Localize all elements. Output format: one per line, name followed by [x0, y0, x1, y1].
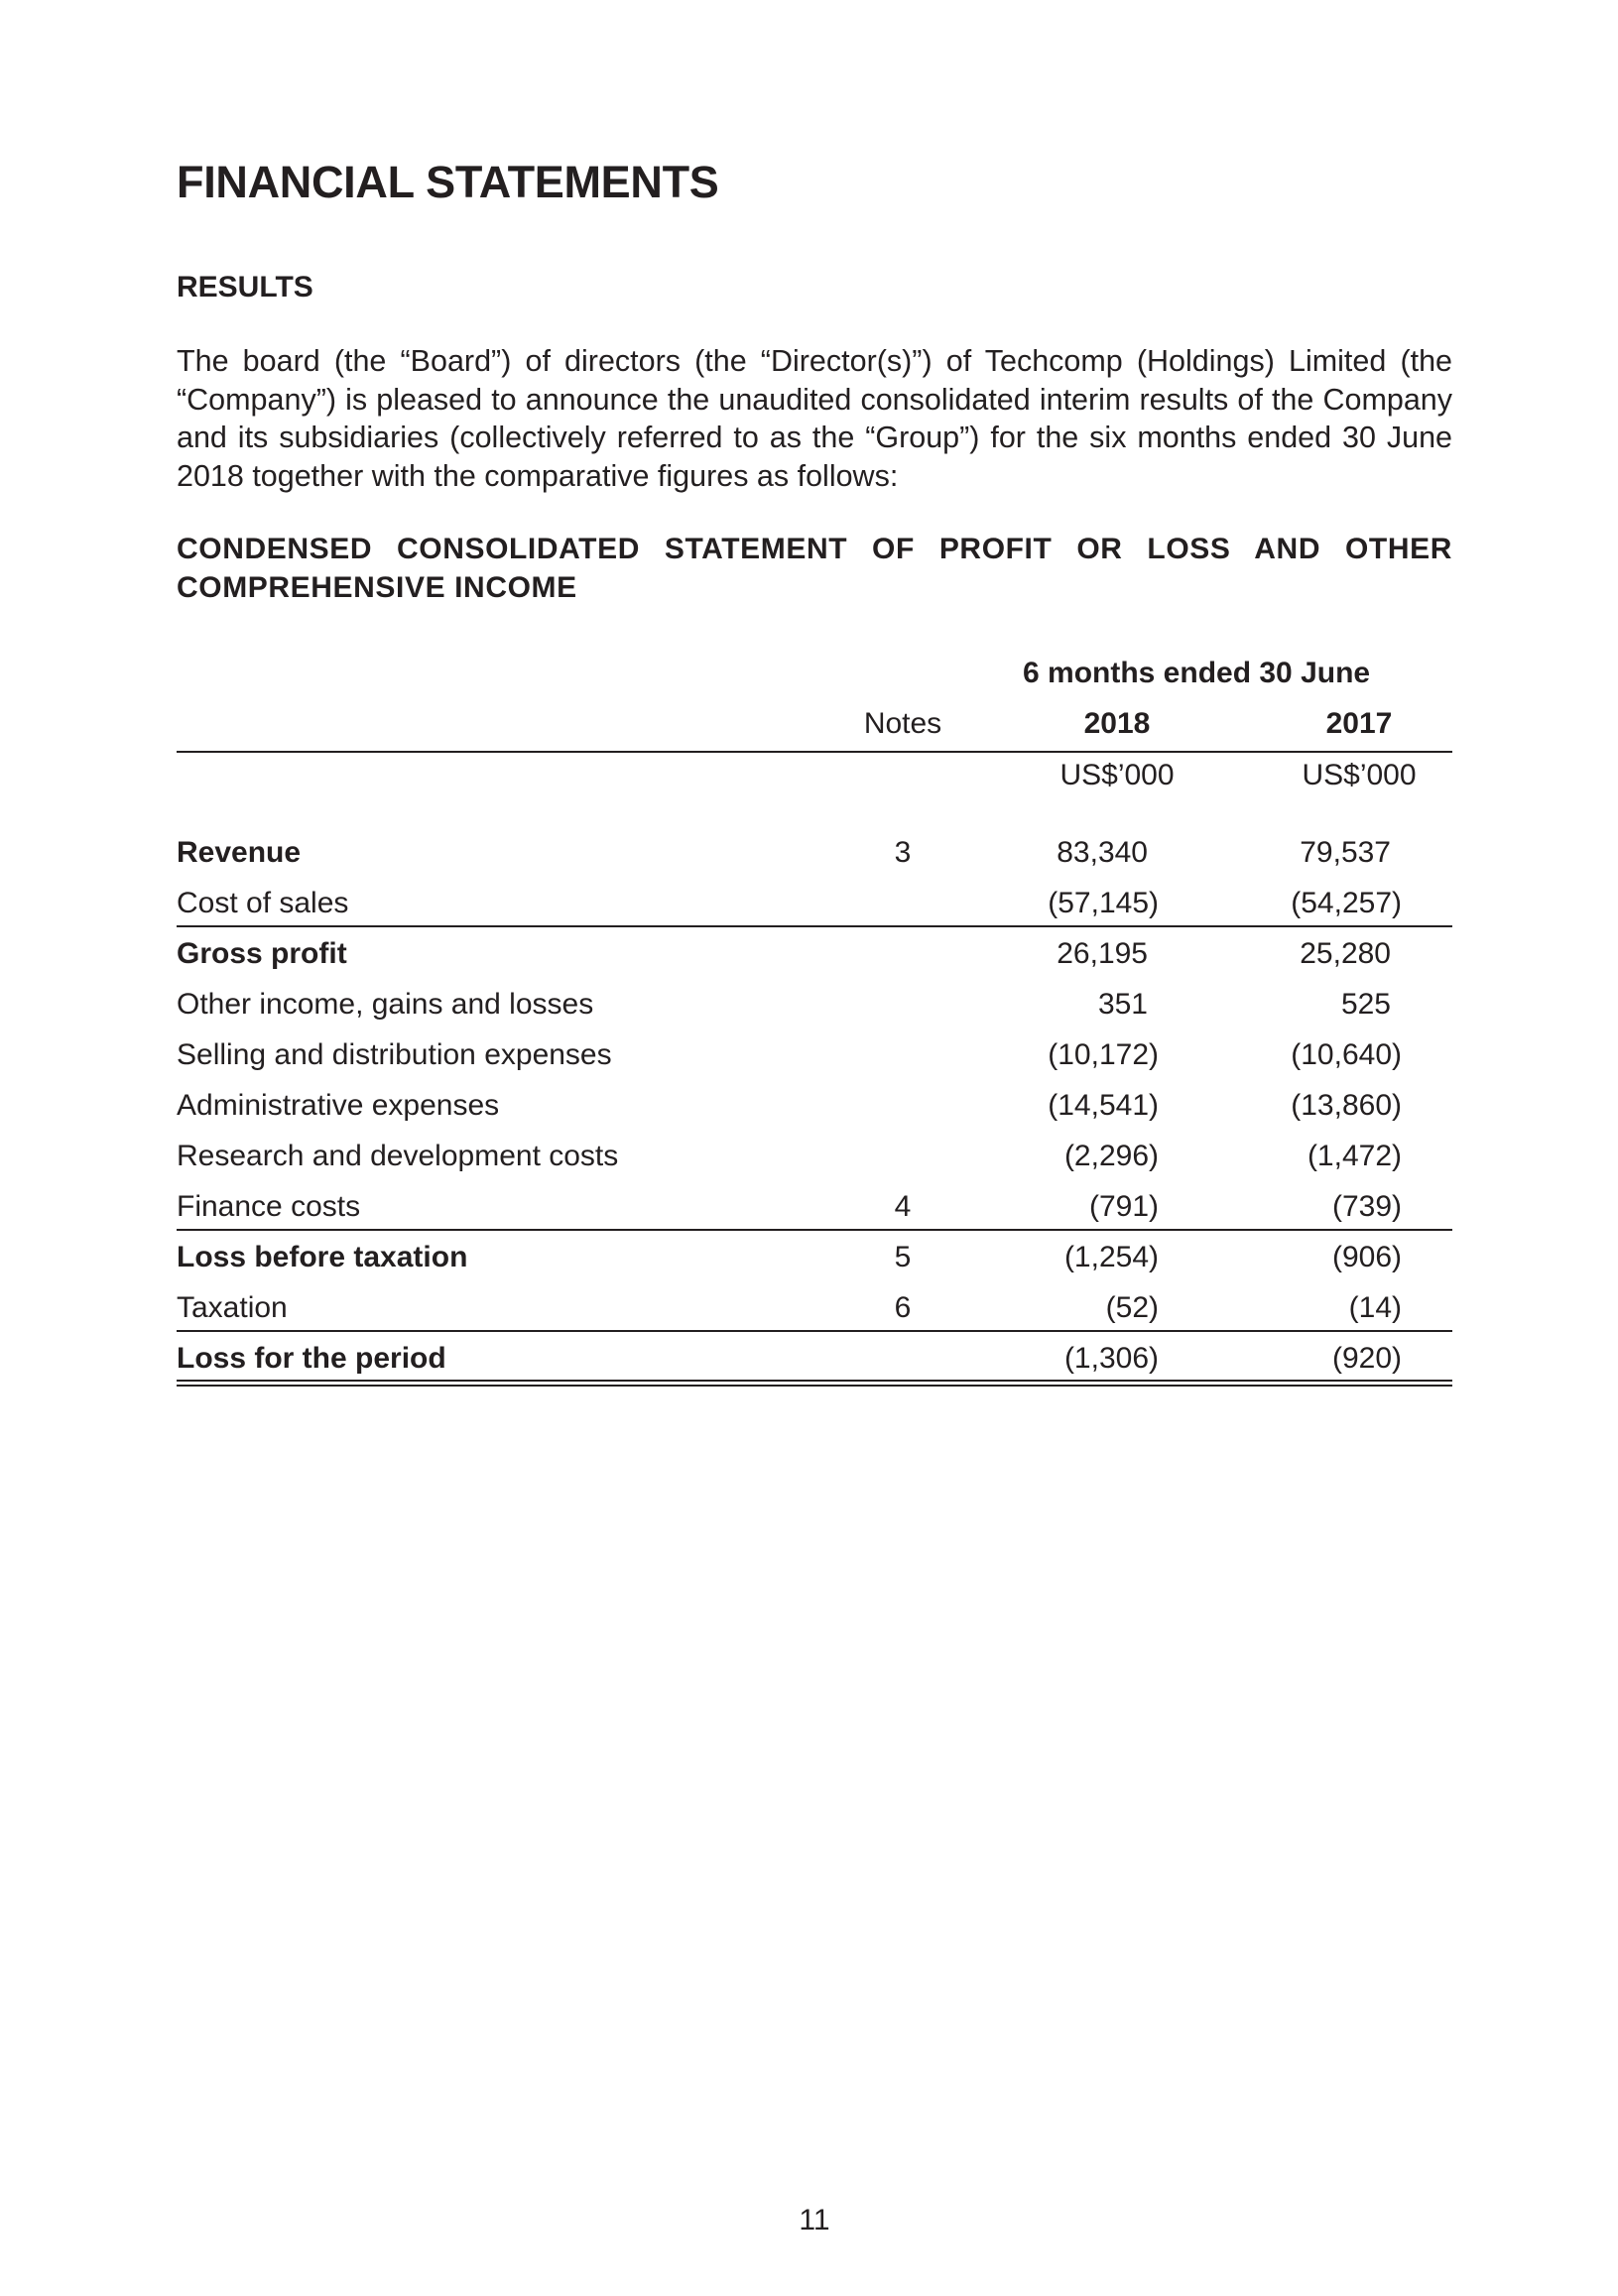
row-label: Loss before taxation	[177, 1241, 468, 1273]
row-label: Cost of sales	[177, 887, 349, 919]
table-row-gross-profit	[177, 928, 1452, 979]
table-row-administrative-expenses	[177, 1080, 1452, 1131]
notes-column-header: Notes	[863, 707, 942, 740]
row-value-2018: (10,172)	[1048, 1038, 1159, 1071]
table-row-finance-costs	[177, 1181, 1452, 1232]
row-note: 4	[894, 1190, 912, 1223]
row-label: Administrative expenses	[177, 1089, 500, 1122]
table-row-revenue	[177, 827, 1452, 878]
table-row-cost-of-sales	[177, 878, 1452, 928]
page-number: 11	[799, 2204, 830, 2236]
table-row-other-income	[177, 979, 1452, 1029]
document-page	[177, 0, 1452, 2296]
row-value-2018: (1,306)	[1063, 1342, 1159, 1375]
row-value-2017: 79,537	[1300, 836, 1391, 869]
section-heading: RESULTS	[177, 271, 313, 303]
intro-paragraph: The board (the “Board”) of directors (the “Director(s)”) of Techcomp (Holdings) Limited (the “Company”) is pleased to announce the unaudited consolidated interim results of the Company and its subsidiaries (collectively referred to as the “Group”) for the six months ended 30 June 2018 together with the comparative figures as follows:	[177, 344, 1452, 493]
table-row-research-costs	[177, 1131, 1452, 1181]
row-label: Revenue	[177, 836, 302, 869]
unit-2018: US$’000	[1059, 759, 1175, 791]
row-value-2018: 351	[1097, 988, 1148, 1021]
row-label: Loss for the period	[177, 1342, 446, 1375]
row-label: Other income, gains and losses	[177, 988, 594, 1021]
row-value-2017: (906)	[1331, 1241, 1402, 1273]
row-note: 3	[894, 836, 912, 869]
row-label: Gross profit	[177, 937, 347, 970]
row-note: 5	[894, 1241, 912, 1273]
row-value-2018: (791)	[1088, 1190, 1159, 1223]
row-value-2017: 25,280	[1300, 937, 1391, 970]
unit-2017: US$’000	[1302, 759, 1417, 791]
subtotal-rule	[177, 925, 1452, 927]
row-value-2018: (52)	[1105, 1291, 1159, 1324]
row-value-2017: (10,640)	[1291, 1038, 1402, 1071]
table-row-loss-for-period	[177, 1333, 1452, 1384]
row-label: Selling and distribution expenses	[177, 1038, 612, 1071]
row-value-2017: 525	[1340, 988, 1391, 1021]
row-value-2017: (14)	[1348, 1291, 1402, 1324]
row-value-2018: (2,296)	[1063, 1140, 1159, 1172]
row-label: Research and development costs	[177, 1140, 619, 1172]
row-value-2017: (13,860)	[1291, 1089, 1402, 1122]
total-double-rule-top	[177, 1380, 1452, 1382]
row-value-2017: (1,472)	[1307, 1140, 1402, 1172]
year-2017-column-header: 2017	[1325, 707, 1393, 740]
row-value-2017: (739)	[1331, 1190, 1402, 1223]
row-value-2018: (14,541)	[1048, 1089, 1159, 1122]
row-value-2018: 26,195	[1057, 937, 1148, 970]
row-value-2018: 83,340	[1057, 836, 1148, 869]
row-value-2017: (920)	[1331, 1342, 1402, 1375]
table-row-loss-before-taxation	[177, 1232, 1452, 1282]
header-rule	[177, 751, 1452, 753]
period-header: 6 months ended 30 June	[1023, 657, 1371, 689]
row-value-2017: (54,257)	[1291, 887, 1402, 919]
table-row-taxation	[177, 1282, 1452, 1333]
total-double-rule-bottom	[177, 1385, 1452, 1387]
row-note: 6	[894, 1291, 912, 1324]
row-value-2018: (57,145)	[1048, 887, 1159, 919]
row-label: Finance costs	[177, 1190, 361, 1223]
row-value-2018: (1,254)	[1063, 1241, 1159, 1273]
year-2018-column-header: 2018	[1083, 707, 1151, 740]
page-title: FINANCIAL STATEMENTS	[177, 157, 719, 207]
subtotal-rule	[177, 1330, 1452, 1332]
table-row-selling-expenses	[177, 1029, 1452, 1080]
statement-title: CONDENSED CONSOLIDATED STATEMENT OF PROFIT OR LOSS AND OTHER COMPREHENSIVE INCOME	[177, 533, 1452, 604]
row-label: Taxation	[177, 1291, 288, 1324]
subtotal-rule	[177, 1229, 1452, 1231]
